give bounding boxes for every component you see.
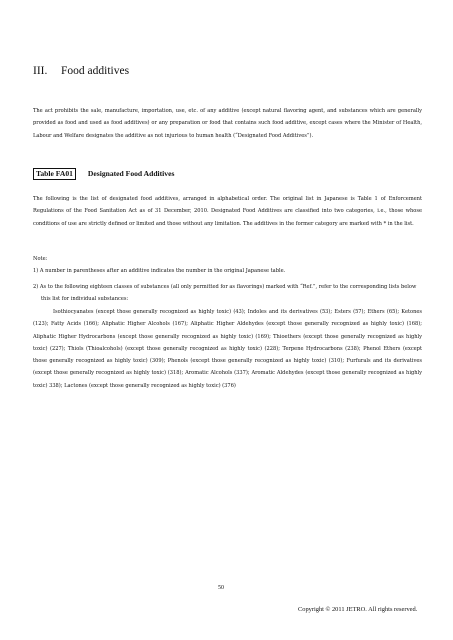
- substance-classes-list: Isothiocyanates (except those generally recognized as highly toxic) (43); Indoles and its derivatives (53); Esters (57); Ethers (65); Ketones (123); Fatty Acids (166); Aliphatic Higher Alcohols (167); Aliphatic Higher Aldehydes (except those generally recognized as highly toxic) (168); Aliphatic Higher Hydrocarbons (except those generally recognized as highly toxic) (169); Thioethers (except those generally recognized as highly toxic) (227); Thiols (Thioalcohols) (except those generally recognized as highly toxic) (228); Terpene Hydrocarbons (238); Phenol Ethers (except those generally recognized as highly toxic) (309); Phenols (except those generally recognized as highly toxic) (310); Furfurals and its derivatives (except those generally recognized as highly toxic) (318); Aromatic Alcohols (337); Aromatic Aldehydes (except those generally recognized as highly toxic) 338); Lactones (except those generally recognized as highly toxic) (376): [33, 309, 422, 389]
- section-title: Food additives: [61, 65, 130, 77]
- table-heading: [33, 168, 174, 180]
- note-2: [33, 281, 422, 306]
- note-1: 1) A number in parentheses after an additive indicates the number in the original Japanese table.: [33, 268, 286, 274]
- note-2-text: 2) As to the following eighteen classes of substances (all only permitted for as flavorings) marked with “Ref.”, refer to the corresponding lists below this list for individual substances:: [33, 284, 417, 303]
- intro-paragraph: The act prohibits the sale, manufacture, importation, use, etc. of any additive (except natural flavoring agent, and substances which are generally provided as food and used as food additives) or any preparation or food that contains such food additive, except cases where the Minister of Health, Labour and Welfare designates the additive as not injurious to human health (“Designated Food Additives”).: [33, 108, 422, 139]
- note-label: Note:: [33, 256, 48, 262]
- table-title: Designated Food Additives: [87, 169, 175, 178]
- page-number: 50: [218, 585, 224, 591]
- description-paragraph: The following is the list of designated food additives, arranged in alphabetical order. The original list in Japanese is Table 1 of Enforcement Regulations of the Food Sanitation Act as of 31 December, 2010. Designated Food Additives are classified into two categories, i.e., those whose conditions of use are strictly defined or limited and those without any limitation. The additives in the former category are marked with * in the list.: [33, 196, 422, 227]
- section-heading: [33, 65, 423, 77]
- section-number: III.: [33, 65, 48, 77]
- table-id: Table FA01: [33, 168, 76, 180]
- copyright-notice: Copyright © 2011 JETRO. All rights reserved.: [298, 606, 418, 613]
